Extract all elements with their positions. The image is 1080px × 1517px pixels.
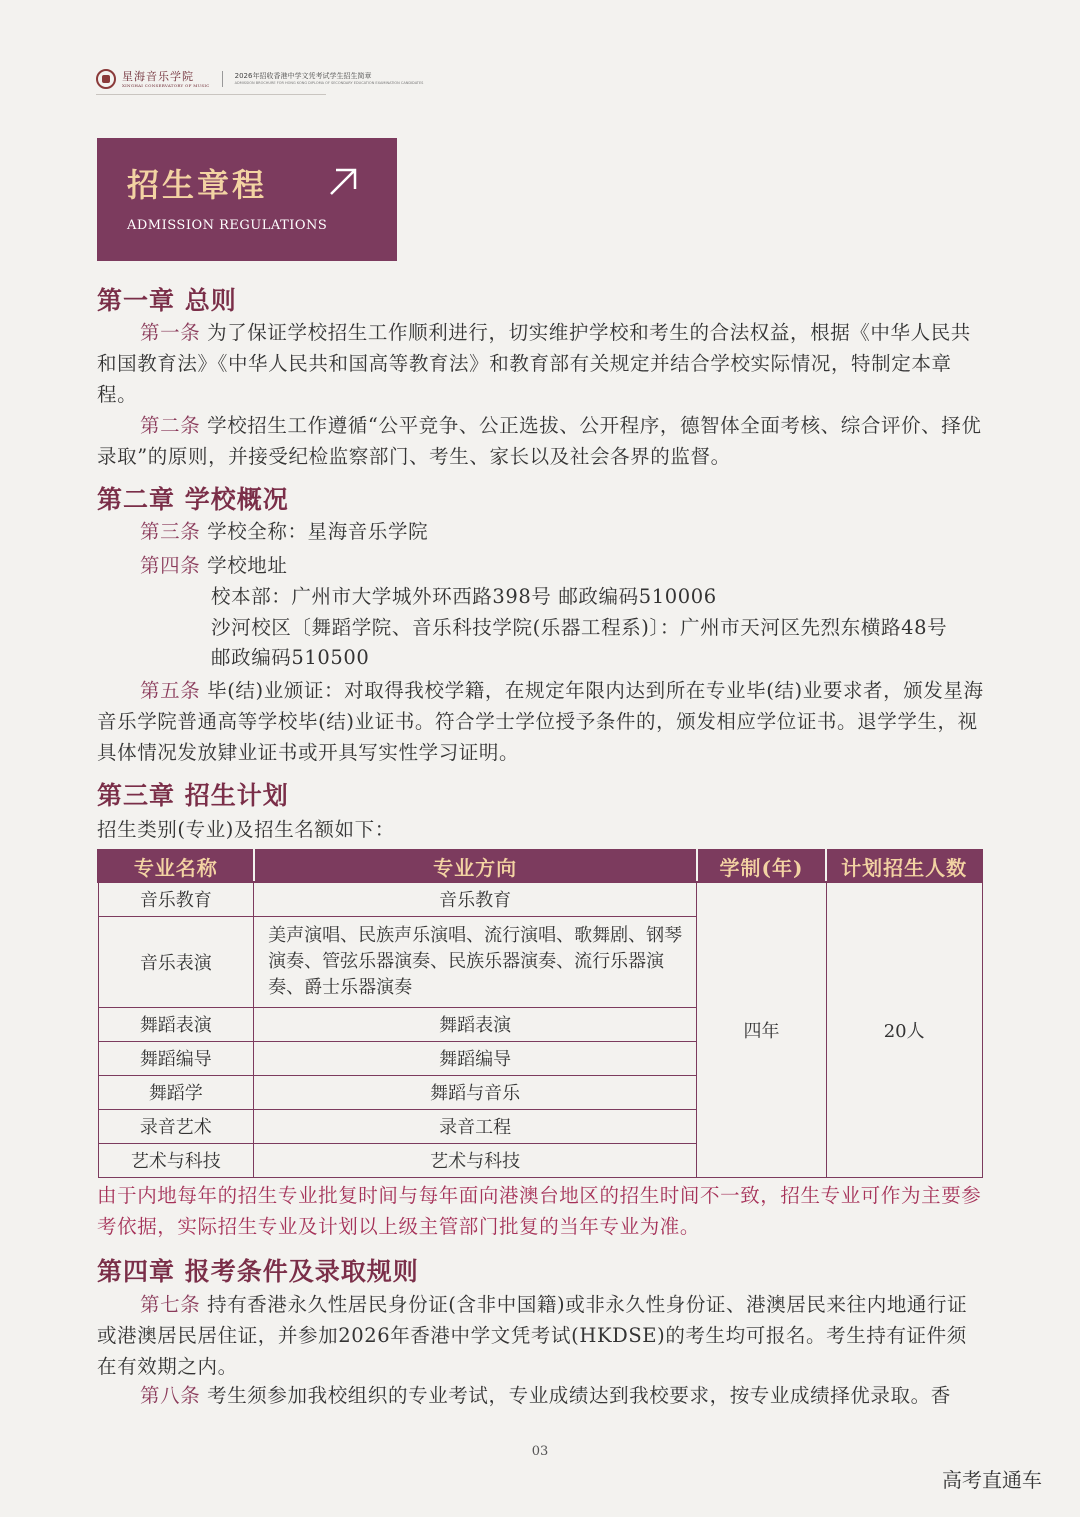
header-title-block (235, 73, 424, 86)
school-name: 星海音乐学院 (122, 69, 194, 83)
banner-subtitle: ADMISSION REGULATIONS (127, 218, 328, 233)
section-banner (97, 138, 397, 261)
article-5-text: 毕(结)业颁证：对取得我校学籍，在规定年限内达到所在专业毕(结)业要求者，颁发星海音乐学院普通高等学校毕(结)业证书。符合学士学位授予条件的，颁发相应学位证书。退学学生，视具体情况发放肄业证书或开具写实性学习证明。 (97, 679, 984, 764)
quota-cell: 20人 (826, 882, 982, 1177)
doc-title: 2026年招收香港中学文凭考试学生招生简章 (234, 71, 372, 80)
article-8-text: 考生须参加我校组织的专业考试，专业成绩达到我校要求，按专业成绩择优录取。香 (200, 1384, 951, 1407)
major-cell: 音乐表演 (98, 916, 254, 1007)
major-cell: 舞蹈学 (98, 1075, 254, 1109)
address-main-campus: 校本部：广州市大学城外环西路398号 邮政编码510006 (211, 585, 717, 608)
watermark: 高考直通车 (942, 1468, 1042, 1492)
article-4-text: 学校地址 (200, 554, 288, 577)
direction-cell: 美声演唱、民族声乐演唱、流行演唱、歌舞剧、钢琴演奏、管弦乐器演奏、民族乐器演奏、流行乐器演奏、爵士乐器演奏 (254, 916, 697, 1007)
address-shahe-campus: 沙河校区〔舞蹈学院、音乐科技学院(乐器工程系)〕：广州市天河区先烈东横路48号 (211, 616, 948, 639)
article-8-label: 第八条 (140, 1384, 201, 1407)
direction-cell: 舞蹈表演 (254, 1007, 697, 1041)
article-1 (97, 317, 985, 410)
article-3 (140, 516, 428, 547)
table-row (98, 882, 982, 916)
article-8 (97, 1380, 985, 1411)
article-1-label: 第一条 (140, 321, 201, 344)
school-name-en: XINGHAI CONSERVATORY OF MUSIC (122, 82, 210, 88)
direction-cell: 音乐教育 (254, 882, 697, 916)
article-3-label: 第三条 (140, 520, 201, 543)
school-seal-icon (96, 69, 116, 89)
direction-cell: 艺术与科技 (254, 1143, 697, 1177)
chapter-3-title: 第三章 招生计划 (97, 781, 289, 810)
major-cell: 舞蹈编导 (98, 1041, 254, 1075)
article-2-text: 学校招生工作遵循“公平竞争、公正选拔、公开程序，德智体全面考核、综合评价、择优录取”的原则，并接受纪检监察部门、考生、家长以及社会各界的监督。 (97, 414, 982, 468)
header-major: 专业名称 (98, 850, 254, 882)
article-7-text: 持有香港永久性居民身份证(含非中国籍)或非永久性身份证、港澳居民来往内地通行证或港澳居民居住证，并参加2026年香港中学文凭考试(HKDSE)的考生均可报名。考生持有证件须在有效期之内。 (97, 1293, 968, 1378)
address-shahe-postcode: 邮政编码510500 (211, 646, 370, 669)
major-cell: 艺术与科技 (98, 1143, 254, 1177)
article-1-text: 为了保证学校招生工作顺利进行，切实维护学校和考生的合法权益，根据《中华人民共和国教育法》《中华人民共和国高等教育法》和教育部有关规定并结合学校实际情况，特制定本章程。 (97, 321, 971, 406)
duration-cell: 四年 (697, 882, 827, 1177)
article-4 (140, 550, 288, 581)
arrow-up-right-icon (327, 166, 359, 198)
direction-cell: 舞蹈编导 (254, 1041, 697, 1075)
article-2 (97, 410, 985, 472)
doc-subtitle: ADMISSION BROCHURE FOR HONG KONG DIPLOMA OF SECONDARY EDUCATION EXAMINATION CANDIDATES (234, 80, 424, 85)
header-rule (96, 94, 326, 95)
school-logo (122, 71, 210, 88)
enrollment-note: 由于内地每年的招生专业批复时间与每年面向港澳台地区的招生时间不一致，招生专业可作为主要参考依据，实际招生专业及计划以上级主管部门批复的当年专业为准。 (97, 1184, 982, 1238)
article-2-label: 第二条 (140, 414, 201, 437)
chapter-4-title: 第四章 报考条件及录取规则 (97, 1257, 419, 1286)
header-direction: 专业方向 (254, 850, 697, 882)
article-4-label: 第四条 (140, 554, 201, 577)
direction-cell: 舞蹈与音乐 (254, 1075, 697, 1109)
enrollment-intro: 招生类别(专业)及招生名额如下： (97, 818, 395, 841)
page-number: 03 (531, 1444, 549, 1459)
major-cell: 录音艺术 (98, 1109, 254, 1143)
direction-cell: 录音工程 (254, 1109, 697, 1143)
table-header-row (98, 850, 982, 882)
header-quota: 计划招生人数 (826, 850, 982, 882)
header-duration: 学制(年) (697, 850, 827, 882)
article-3-text: 学校全称：星海音乐学院 (200, 520, 429, 543)
major-cell: 音乐教育 (98, 882, 254, 916)
enrollment-table (97, 849, 983, 1178)
chapter-1-title: 第一章 总则 (97, 286, 237, 315)
article-5 (97, 675, 985, 768)
article-7-label: 第七条 (140, 1293, 201, 1316)
article-7 (97, 1289, 985, 1382)
article-5-label: 第五条 (140, 679, 201, 702)
major-cell: 舞蹈表演 (98, 1007, 254, 1041)
page-header (96, 66, 986, 92)
header-divider (222, 71, 223, 87)
banner-title: 招生章程 (127, 166, 268, 204)
chapter-2-title: 第二章 学校概况 (97, 485, 289, 514)
